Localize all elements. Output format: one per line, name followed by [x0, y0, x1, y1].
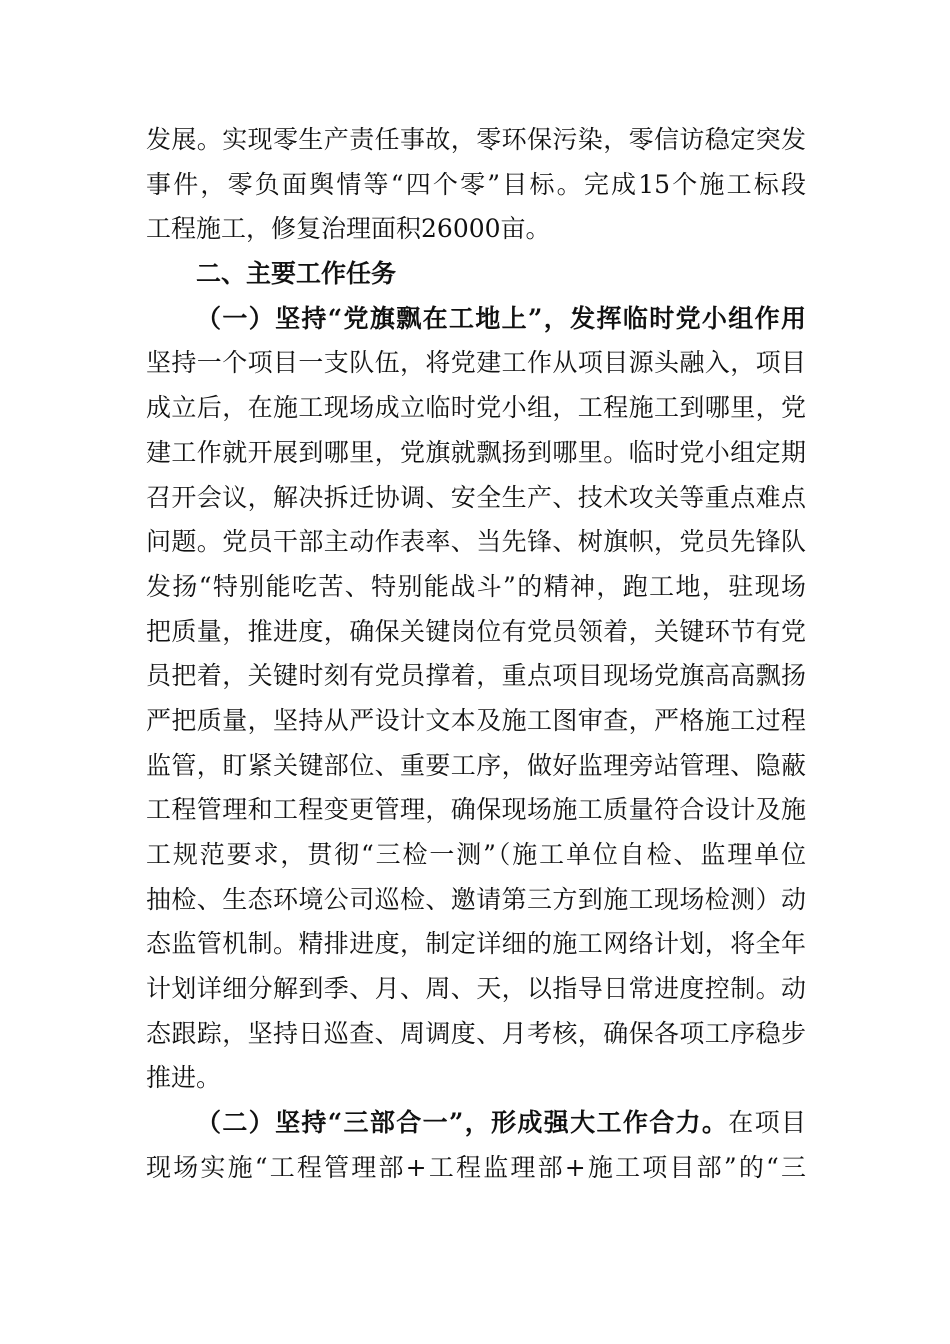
paragraph-line: 现场实施“工程管理部+工程监理部+施工项目部”的“三 — [146, 1152, 806, 1182]
document-body — [146, 118, 806, 1191]
paragraph-line: 发扬“特别能吃苦、特别能战斗”的精神，跑工地，驻现场 — [146, 571, 806, 601]
subsection-heading: （一）坚持“党旗飘在工地上”，发挥临时党小组作用 — [196, 303, 806, 333]
section-heading: 二、主要工作任务 — [196, 259, 397, 289]
paragraph-line: 坚持一个项目一支队伍，将党建工作从项目源头融入，项目 — [146, 348, 806, 378]
paragraph-line: 建工作就开展到哪里，党旗就飘扬到哪里。临时党小组定期 — [146, 437, 806, 467]
paragraph-line: 把质量，推进度，确保关键岗位有党员领着，关键环节有党 — [146, 616, 806, 646]
paragraph-line: 事件，零负面舆情等“四个零”目标。完成15个施工标段 — [146, 169, 806, 199]
paragraph-line: 召开会议，解决拆迁协调、安全生产、技术攻关等重点难点 — [146, 482, 806, 512]
paragraph-line: 计划详细分解到季、月、周、天，以指导日常进度控制。动 — [146, 974, 806, 1004]
paragraph-line: 工程施工，修复治理面积26000亩。 — [146, 214, 551, 244]
paragraph-line: 严把质量，坚持从严设计文本及施工图审查，严格施工过程 — [146, 705, 806, 735]
paragraph-line: 监管，盯紧关键部位、重要工序，做好监理旁站管理、隐蔽 — [146, 750, 806, 780]
paragraph-text: 在项目 — [728, 1108, 806, 1138]
paragraph-line: 推进。 — [146, 1063, 222, 1093]
paragraph-line: 发展。实现零生产责任事故，零环保污染，零信访稳定突发 — [146, 125, 806, 154]
paragraph-line: 抽检、生态环境公司巡检、邀请第三方到施工现场检测）动 — [146, 884, 806, 914]
paragraph-line: 员把着，关键时刻有党员撑着，重点项目现场党旗高高飘扬 — [146, 661, 806, 691]
paragraph-line: 态跟踪，坚持日巡查、周调度、月考核，确保各项工序稳步 — [146, 1018, 806, 1048]
paragraph-line: 工规范要求，贯彻“三检一测”（施工单位自检、监理单位 — [146, 840, 806, 869]
paragraph-line: 工程管理和工程变更管理，确保现场施工质量符合设计及施 — [146, 795, 806, 825]
paragraph-line: 成立后，在施工现场成立临时党小组，工程施工到哪里，党 — [146, 393, 806, 423]
paragraph-line: 态监管机制。精排进度，制定详细的施工网络计划，将全年 — [146, 929, 806, 959]
paragraph-line — [146, 1101, 806, 1146]
paragraph-line: 问题。党员干部主动作表率、当先锋、树旗帜，党员先锋队 — [146, 527, 806, 557]
subsection-heading: （二）坚持“三部合一”，形成强大工作合力。 — [196, 1108, 729, 1138]
